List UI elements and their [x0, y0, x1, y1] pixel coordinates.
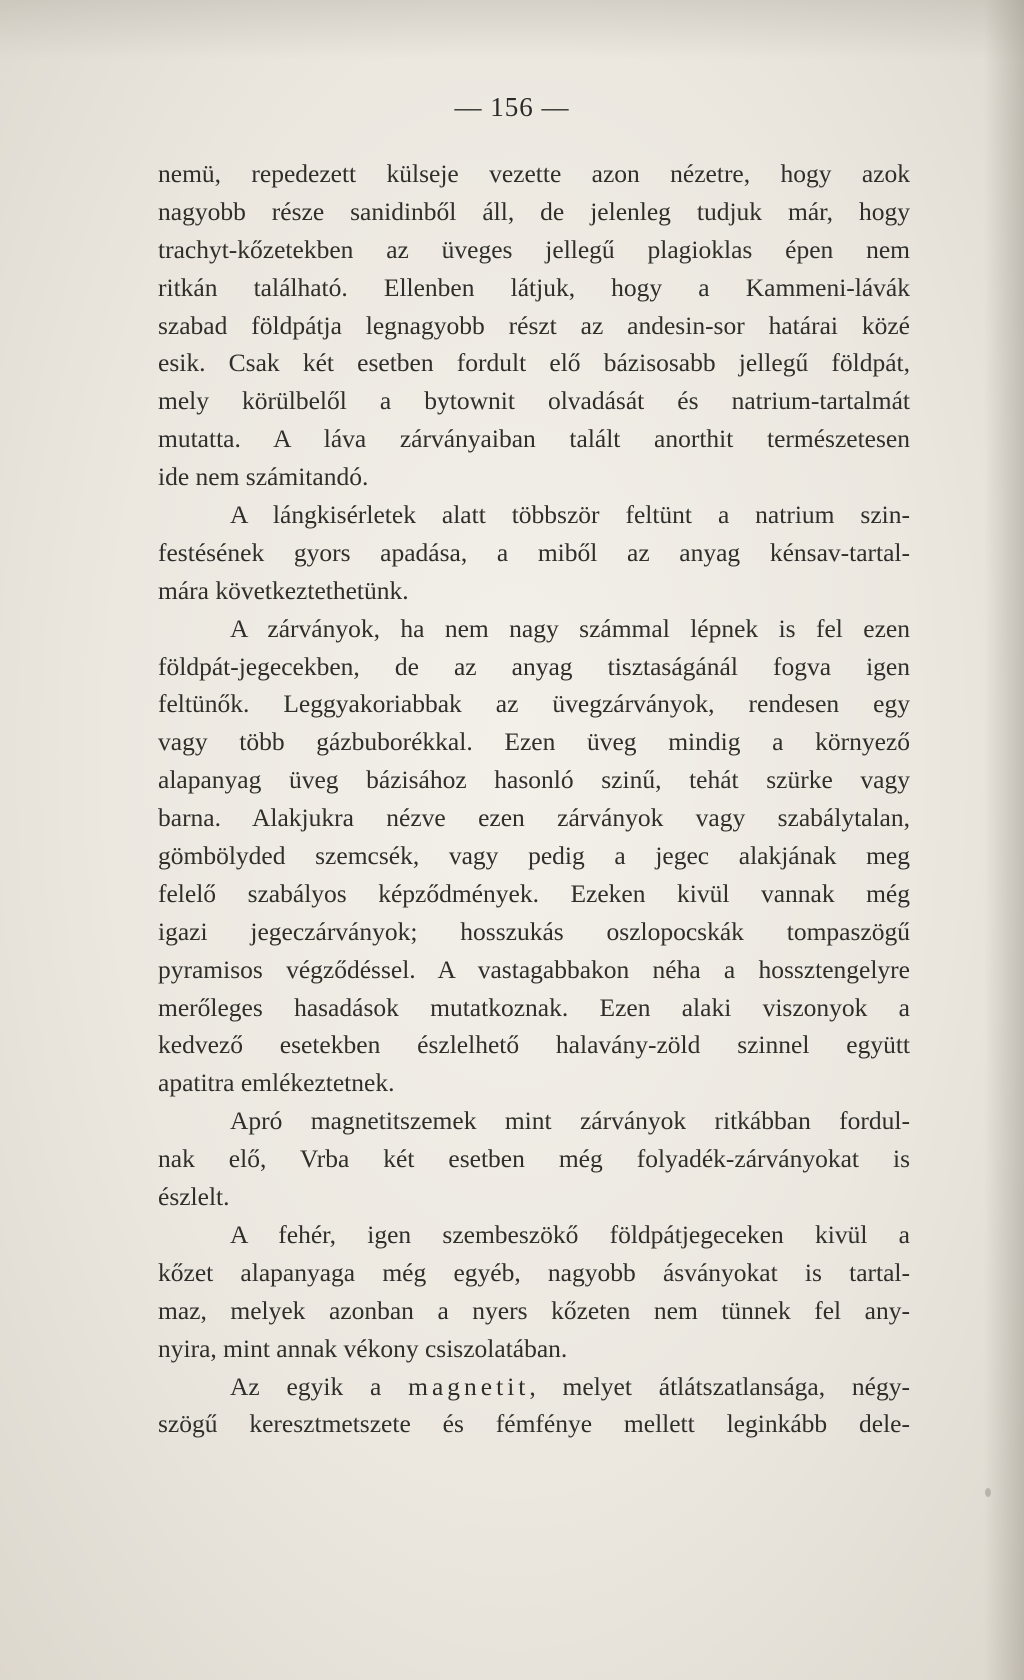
text-line: Apró magnetitszemek mint zárványok ritkábban fordul- — [230, 1106, 910, 1136]
line-part: Az egyik a — [230, 1371, 382, 1401]
text-line: nemü, repedezett külseje vezette azon nézetre, hogy azok — [158, 159, 910, 188]
text-line: ide nem számitandó. — [158, 462, 369, 492]
text-line: igazi jegeczárványok; hosszukás oszlopocskák tompaszögű — [158, 916, 910, 946]
text-line: merőleges hasadások mutatkoznak. Ezen alaki viszonyok a — [158, 992, 910, 1022]
text-line: földpát-jegecekben, de az anyag tisztaságánál fogva igen — [158, 651, 910, 681]
text-line: A zárványok, ha nem nagy számmal lépnek is fel ezen — [230, 613, 910, 643]
text-line: vagy több gázbuborékkal. Ezen üveg mindig a környező — [158, 727, 910, 757]
text-line: nagyobb része sanidinből áll, de jelenleg tudjuk már, hogy — [158, 196, 910, 226]
page-shadow-top — [0, 0, 1024, 60]
text-line: mára következtethetünk. — [158, 575, 409, 605]
text-line: alapanyag üveg bázisához hasonló szinű, tehát szürke vagy — [158, 765, 910, 795]
text-line: gömbölyded szemcsék, vagy pedig a jegec alakjának meg — [158, 841, 910, 871]
text-line: maz, melyek azonban a nyers kőzeten nem tünnek fel any- — [158, 1295, 910, 1325]
text-line: feltünők. Leggyakoriabbak az üvegzárványok, rendesen egy — [158, 689, 910, 719]
text-line: szabad földpátja legnagyobb részt az andesin-sor határai közé — [158, 310, 910, 340]
page-shadow-right — [984, 0, 1024, 1680]
scan-speck — [985, 1488, 991, 1497]
text-line: nyira, mint annak vékony csiszolatában. — [158, 1333, 568, 1363]
body-text — [158, 155, 910, 1443]
text-line: észlelt. — [158, 1182, 230, 1212]
text-line: mely körülbelől a bytownit olvadását és natrium-tartalmát — [158, 386, 910, 416]
text-line: barna. Alakjukra nézve ezen zárványok vagy szabálytalan, — [158, 803, 910, 833]
text-line: kőzet alapanyaga még egyéb, nagyobb ásványokat is tartal- — [158, 1257, 910, 1287]
text-line: trachyt-kőzetekben az üveges jellegű plagioklas épen nem — [158, 234, 910, 264]
text-line — [158, 1368, 910, 1406]
text-line: szögű keresztmetszete és fémfénye mellett leginkább dele- — [158, 1409, 910, 1439]
text-line: mutatta. A láva zárványaiban talált anorthit természetesen — [158, 424, 910, 454]
text-line: A fehér, igen szembeszökő földpátjegeceken kivül a — [230, 1219, 910, 1249]
text-line: kedvező esetekben észlelhető halavány-zöld szinnel együtt — [158, 1030, 910, 1060]
text-line: A lángkisérletek alatt többször feltünt a natrium szin- — [230, 500, 910, 530]
line-part: , melyet átlátszatlansága, négy- — [529, 1371, 910, 1401]
text-line: esik. Csak két esetben fordult elő bázisosabb jellegű földpát, — [158, 348, 910, 378]
text-line: felelő szabályos képződmények. Ezeken kivül vannak még — [158, 878, 910, 908]
page-number: — 156 — — [454, 92, 570, 122]
emphasized-term: magnetit — [408, 1371, 530, 1401]
text-line: pyramisos végződéssel. A vastagabbakon néha a hossztengelyre — [158, 954, 910, 984]
text-line: festésének gyors apadása, a miből az anyag kénsav-tartal- — [158, 537, 910, 567]
text-line: ritkán található. Ellenben látjuk, hogy a Kammeni-lávák — [158, 272, 910, 302]
text-line: apatitra emlékeztetnek. — [158, 1068, 395, 1098]
text-line: nak elő, Vrba két esetben még folyadék-zárványokat is — [158, 1144, 910, 1174]
